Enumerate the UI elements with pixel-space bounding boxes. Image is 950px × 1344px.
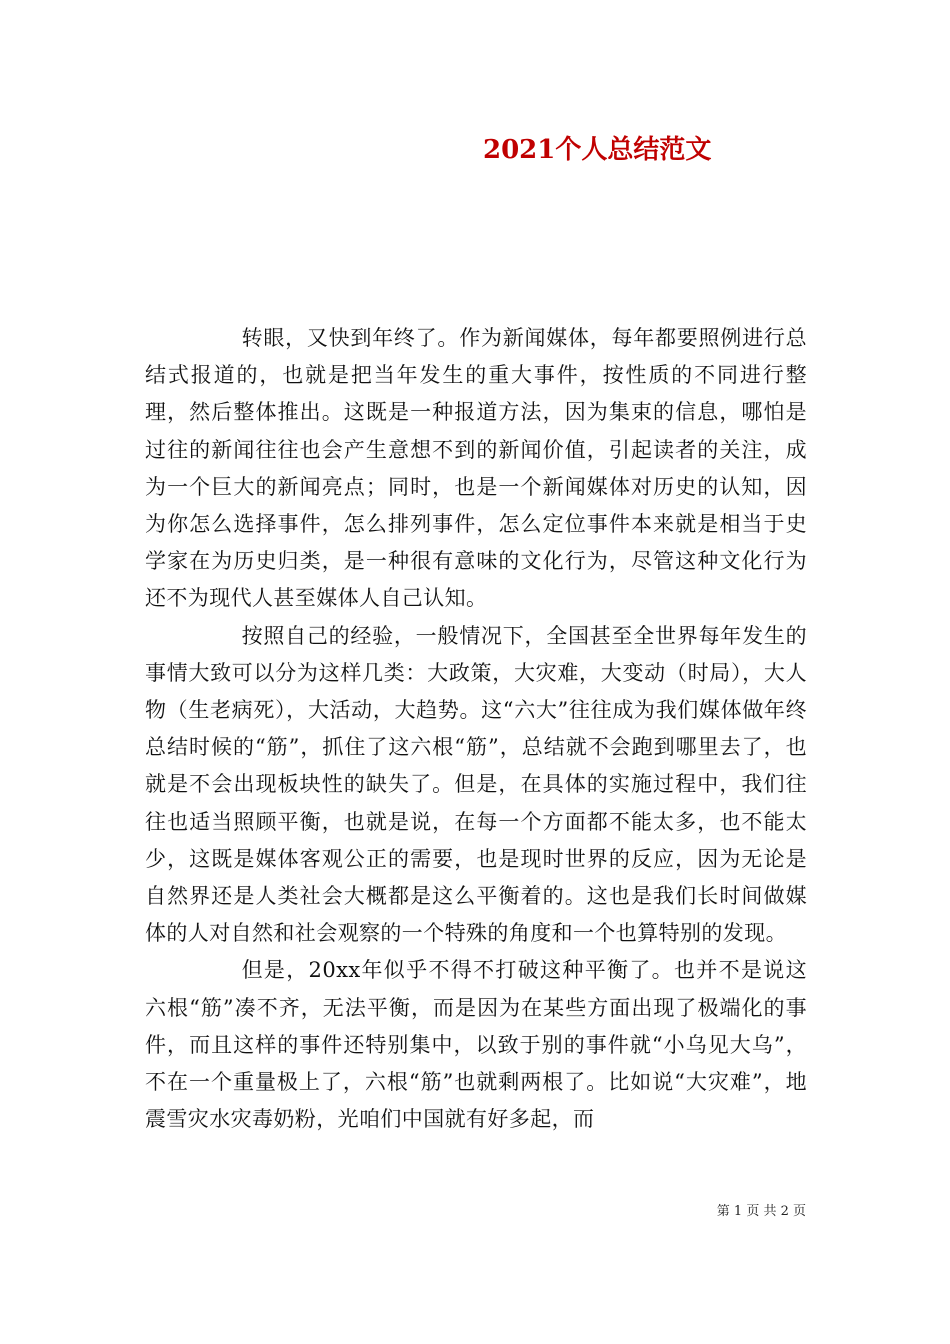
document-title: 2021个人总结范文	[483, 135, 712, 165]
paragraph-2: 按照自己的经验，一般情况下，全国甚至全世界每年发生的事情大致可以分为这样几类：大政策，大灾难，大变动（时局），大人物（生老病死），大活动，大趋势。这“六大”往往成为我们媒体做年终总结时候的“筋”，抓住了这六根“筋”，总结就不会跑到哪里去了，也就是不会出现板块性的缺失了。但是，在具体的实施过程中，我们往往也适当照顾平衡，也就是说，在每一个方面都不能太多，也不能太少，这既是媒体客观公正的需要，也是现时世界的反应，因为无论是自然界还是人类社会大概都是这么平衡着的。这也是我们长时间做媒体的人对自然和社会观察的一个特殊的角度和一个也算特别的发现。	[145, 623, 807, 946]
page-footer: 第 1 页 共 2 页	[716, 1204, 806, 1219]
paragraph-1: 转眼，又快到年终了。作为新闻媒体，每年都要照例进行总结式报道的，也就是把当年发生的重大事件，按性质的不同进行整理，然后整体推出。这既是一种报道方法，因为集束的信息，哪怕是过往的新闻往往也会产生意想不到的新闻价值，引起读者的关注，成为一个巨大的新闻亮点；同时，也是一个新闻媒体对历史的认知，因为你怎么选择事件，怎么排列事件，怎么定位事件本来就是相当于史学家在为历史归类，是一种很有意味的文化行为，尽管这种文化行为还不为现代人甚至媒体人自己认知。	[145, 326, 807, 611]
document-body	[145, 320, 807, 1138]
paragraph-3: 但是，20xx年似乎不得不打破这种平衡了。也并不是说这六根“筋”凑不齐，无法平衡，而是因为在某些方面出现了极端化的事件，而且这样的事件还特别集中，以致于别的事件就“小乌见大乌”，不在一个重量极上了，六根“筋”也就剩两根了。比如说“大灾难”，地震雪灾水灾毒奶粉，光咱们中国就有好多起，而	[145, 958, 807, 1132]
